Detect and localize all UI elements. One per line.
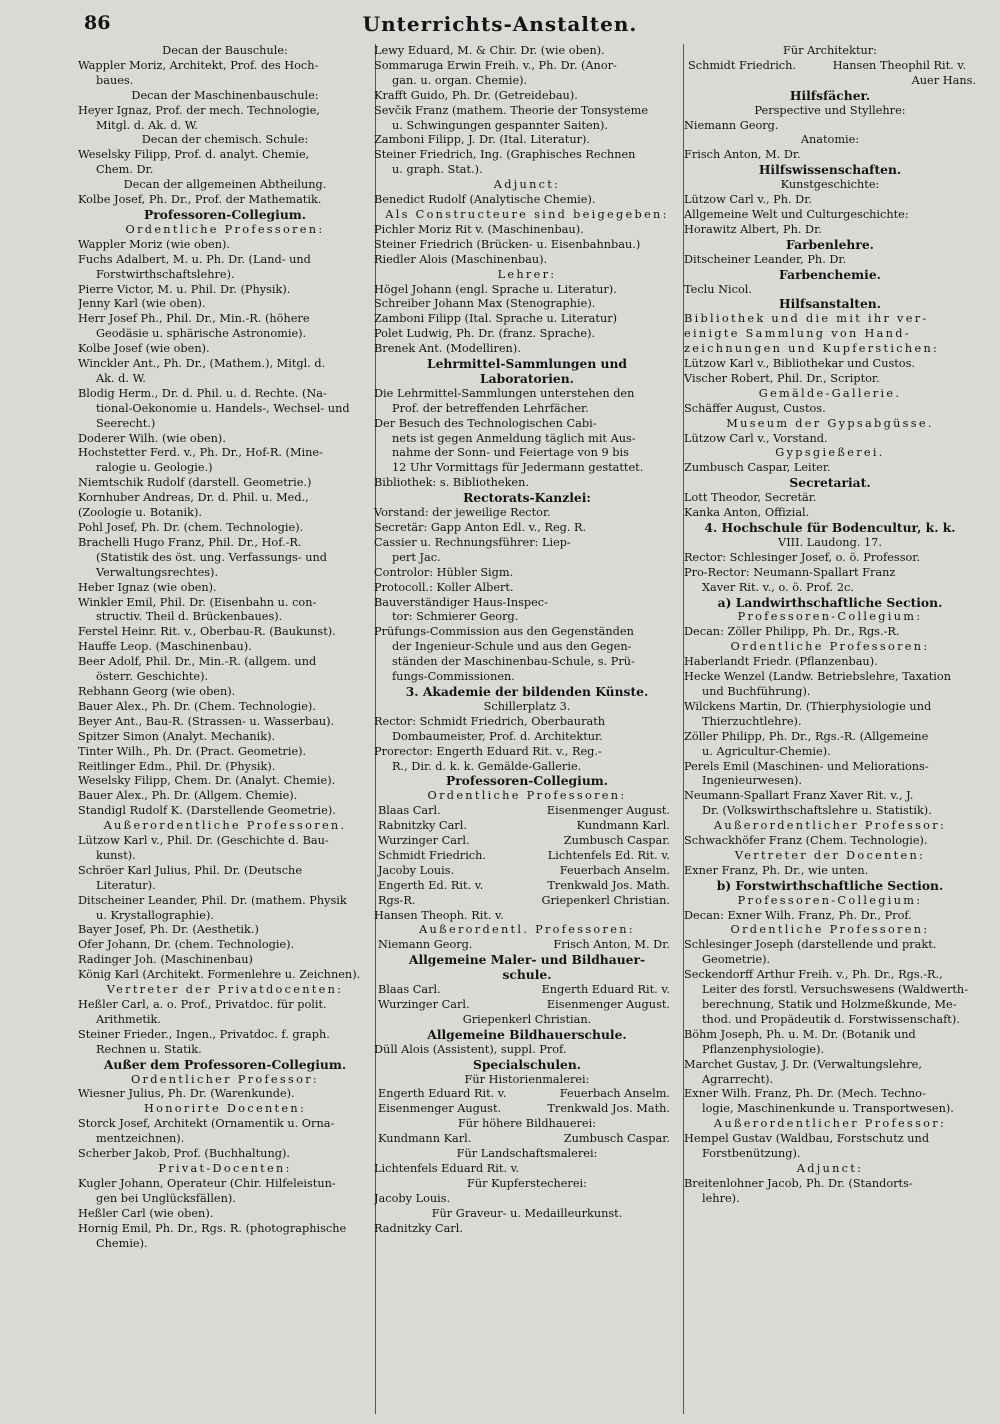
text-line-part: Blaas Carl. xyxy=(378,983,441,997)
subheading: Für Architektur: xyxy=(783,44,877,57)
text-line-part: Lichtenfels Ed. Rit. v. xyxy=(547,848,670,862)
text-line: ständen der Maschinenbau-Schule, s. Prü- xyxy=(392,655,635,669)
subheading: Für höhere Bildhauerei: xyxy=(457,1117,597,1131)
text-line: (Statistik des öst. ung. Verfassungs- und xyxy=(96,550,328,564)
text-line-pair xyxy=(374,864,680,879)
text-line-part: Rabnitzky Carl. xyxy=(378,819,467,833)
column-right xyxy=(684,44,976,1414)
section-heading: Professoren-Collegium. xyxy=(143,207,307,222)
text-line: Scherber Jakob, Prof. (Buchhaltung). xyxy=(78,1147,290,1161)
text-line: Vischer Robert, Phil. Dr., Scriptor. xyxy=(684,371,880,385)
text-line: fungs-Commissionen. xyxy=(392,670,515,684)
text-line: Hornig Emil, Ph. Dr., Rgs. R. (photographische xyxy=(78,1221,347,1235)
text-line: Steiner Frieder., Ingen., Privatdoc. f. graph. xyxy=(78,1027,330,1041)
text-line: Chemie). xyxy=(96,1236,148,1250)
text-line: Beer Adolf, Phil. Dr., Min.-R. (allgem. und xyxy=(78,655,317,669)
subheading: Anatomie: xyxy=(800,133,860,147)
text-line: Auer Hans. xyxy=(911,73,976,87)
subheading: Außerordentl. Professoren: xyxy=(419,923,635,937)
text-line-part: Frisch Anton, M. Dr. xyxy=(553,938,670,952)
text-line: Kolbe Josef (wie oben). xyxy=(78,342,210,356)
text-line: Fuchs Adalbert, M. u. Ph. Dr. (Land- und xyxy=(78,252,311,266)
text-line: Zamboni Filipp (Ital. Sprache u. Literatur) xyxy=(374,312,618,326)
text-line-part: Feuerbach Anselm. xyxy=(559,863,670,877)
text-line: Radnitzky Carl. xyxy=(374,1221,463,1235)
text-line: Krafft Guido, Ph. Dr. (Getreidebau). xyxy=(374,88,578,102)
text-line-part: Schmidt Friedrich. xyxy=(688,58,797,72)
text-line: nahme der Sonn- und Feiertage von 9 bis xyxy=(392,446,629,460)
text-line: thod. und Propädeutik d. Forstwissenschaft). xyxy=(702,1012,960,1026)
text-line: Seckendorff Arthur Freih. v., Ph. Dr., Rgs.-R., xyxy=(684,968,943,982)
text-line-part: Eisenmenger August. xyxy=(378,1102,502,1116)
section-heading: a) Landwirthschaftliche Section. xyxy=(717,595,943,610)
text-line: u. Krystallographie). xyxy=(96,908,214,922)
text-line: Bibliothek und die mit ihr ver- xyxy=(684,312,929,326)
text-line: Wappler Moriz, Architekt, Prof. des Hoch- xyxy=(78,58,319,72)
text-line-pair xyxy=(374,938,680,953)
text-line: Hansen Theoph. Rit. v. xyxy=(374,908,504,922)
text-line: und Buchführung). xyxy=(702,684,811,698)
section-heading: Außer dem Professoren-Collegium. xyxy=(103,1057,347,1072)
text-line: Ak. d. W. xyxy=(96,371,146,385)
text-line-pair xyxy=(374,819,680,834)
section-heading: 3. Akademie der bildenden Künste. xyxy=(405,684,649,699)
text-line: Schwackhöfer Franz (Chem. Technologie). xyxy=(684,834,928,848)
subheading: Ordentliche Professoren: xyxy=(125,222,325,236)
text-line: Ditscheiner Leander, Phil. Dr. (mathem. Physik xyxy=(78,893,347,907)
subheading: Außerordentlicher Professor: xyxy=(713,819,947,833)
subheading: Perspective und Styllehre: xyxy=(754,103,906,117)
text-line: Decan: Exner Wilh. Franz, Ph. Dr., Prof. xyxy=(684,908,912,922)
section-heading: Hilfsfächer. xyxy=(789,88,871,103)
text-line: gan. u. organ. Chemie). xyxy=(392,73,528,87)
text-line: logie, Maschinenkunde u. Transportwesen). xyxy=(702,1102,954,1116)
text-line: Pierre Victor, M. u. Phil. Dr. (Physik). xyxy=(78,282,291,296)
text-line-part: Niemann Georg. xyxy=(378,938,473,952)
text-line: Neumann-Spallart Franz Xaver Rit. v., J. xyxy=(684,789,914,803)
section-heading: Lehrmittel-Sammlungen und xyxy=(426,357,628,372)
subheading: Honorirte Docenten: xyxy=(143,1102,307,1116)
text-line-part: Feuerbach Anselm. xyxy=(559,1087,670,1101)
text-line: Controlor: Hübler Sigm. xyxy=(374,565,514,579)
text-line: Jenny Karl (wie oben). xyxy=(78,297,206,311)
text-line: Xaver Rit. v., o. ö. Prof. 2c. xyxy=(702,580,854,594)
subheading: Ordentliche Professoren: xyxy=(730,923,930,937)
text-line-part: Hansen Theophil Rit. v. xyxy=(832,58,966,72)
text-line: Dombaumeister, Prof. d. Architektur. xyxy=(392,729,603,743)
text-line-part: Zumbusch Caspar. xyxy=(563,834,670,848)
text-line-pair xyxy=(684,59,976,74)
text-line: Pflanzenphysiologie). xyxy=(702,1042,825,1056)
text-line: Sevčik Franz (mathem. Theorie der Tonsysteme xyxy=(374,103,649,117)
text-line: Hempel Gustav (Waldbau, Forstschutz und xyxy=(684,1132,930,1146)
text-line-pair xyxy=(374,894,680,909)
text-line: Storck Josef, Architekt (Ornamentik u. Orna- xyxy=(78,1117,335,1131)
text-line: Thierzuchtlehre). xyxy=(702,714,802,728)
text-line: Winckler Ant., Ph. Dr., (Mathem.), Mitgl. d. xyxy=(78,357,326,371)
text-line-part: Trenkwald Jos. Math. xyxy=(547,878,670,892)
section-heading: Hilfsanstalten. xyxy=(778,297,882,312)
text-line: u. graph. Stat.). xyxy=(392,163,483,177)
text-line-part: Rgs-R. xyxy=(378,893,416,907)
text-line: Cassier u. Rechnungsführer: Liep- xyxy=(374,535,571,549)
text-line: Zamboni Filipp, J. Dr. (Ital. Literatur). xyxy=(374,133,590,147)
subheading: Adjunct: xyxy=(493,178,561,192)
subheading: Außerordentlicher Professor: xyxy=(713,1117,947,1131)
text-line-pair xyxy=(374,983,680,998)
text-line: Kugler Johann, Operateur (Chir. Hilfeleistun- xyxy=(78,1176,336,1190)
subheading: Decan der Bauschule: xyxy=(162,44,288,57)
subheading: Decan der allgemeinen Abtheilung. xyxy=(123,178,327,192)
subheading: Als Constructeure sind beigegeben: xyxy=(385,207,669,221)
text-line-part: Schmidt Friedrich. xyxy=(378,848,487,862)
text-line: baues. xyxy=(96,73,134,87)
text-line: Schäffer August, Custos. xyxy=(684,401,826,415)
text-line-part: Trenkwald Jos. Math. xyxy=(547,1102,670,1116)
text-line: Spitzer Simon (Analyt. Mechanik). xyxy=(78,729,276,743)
text-line: Lott Theodor, Secretär. xyxy=(684,491,817,505)
text-line: Wappler Moriz (wie oben). xyxy=(78,237,231,251)
text-line: Forstwirthschaftslehre). xyxy=(96,267,235,281)
text-line: Polet Ludwig, Ph. Dr. (franz. Sprache). xyxy=(374,327,596,341)
text-line: pert Jac. xyxy=(392,550,441,564)
text-line: Bauverständiger Haus-Inspec- xyxy=(374,595,548,609)
text-line: gen bei Unglücksfällen). xyxy=(96,1191,236,1205)
column-left xyxy=(78,44,372,1414)
text-line: Haberlandt Friedr. (Pflanzenbau). xyxy=(684,655,878,669)
text-line: österr. Geschichte). xyxy=(96,670,209,684)
text-line: tor: Schmierer Georg. xyxy=(392,610,519,624)
text-line: Geometrie). xyxy=(702,953,771,967)
section-heading: Hilfswissenschaften. xyxy=(758,163,902,178)
column-middle xyxy=(374,44,680,1414)
subheading: Privat-Docenten: xyxy=(158,1161,292,1175)
text-line: structiv. Theil d. Brückenbaues). xyxy=(96,610,283,624)
text-line-pair xyxy=(374,1132,680,1147)
text-line: u. Agricultur-Chemie). xyxy=(702,744,831,758)
text-line-part: Blaas Carl. xyxy=(378,804,441,818)
section-heading: Farbenchemie. xyxy=(779,267,881,282)
text-line: Forstbenützung). xyxy=(702,1147,801,1161)
section-heading: Rectorats-Kanzlei: xyxy=(463,491,591,506)
text-line-pair xyxy=(374,879,680,894)
text-line-part: Engerth Eduard Rit. v. xyxy=(541,983,670,997)
text-line-part: Kundmann Karl. xyxy=(378,1132,472,1146)
text-line: u. Schwingungen gespannter Saiten). xyxy=(392,118,608,132)
text-line: Wilckens Martin, Dr. (Thierphysiologie und xyxy=(684,699,932,713)
text-line: Winkler Emil, Phil. Dr. (Eisenbahn u. con- xyxy=(78,595,317,609)
subheading: Für Kupferstecherei: xyxy=(467,1176,587,1190)
text-line: Heßler Carl, a. o. Prof., Privatdoc. für polit. xyxy=(78,998,327,1011)
text-line: Ditscheiner Leander, Ph. Dr. xyxy=(684,252,847,266)
text-line: (Zoologie u. Botanik). xyxy=(78,506,202,520)
section-heading: Secretariat. xyxy=(789,476,871,491)
subheading: Lehrer: xyxy=(497,267,557,281)
subheading: VIII. Laudong. 17. xyxy=(778,535,882,549)
text-line-pair xyxy=(374,849,680,864)
text-line: mentzeichnen). xyxy=(96,1132,185,1146)
text-line: Bauer Alex., Ph. Dr. (Chem. Technologie). xyxy=(78,699,316,713)
subheading: Griepenkerl Christian. xyxy=(462,1012,592,1026)
text-line: Teclu Nicol. xyxy=(684,282,752,296)
text-line: Verwaltungsrechtes). xyxy=(96,565,219,579)
subheading: Ordentliche Professoren: xyxy=(427,789,627,803)
section-heading: schule. xyxy=(502,968,552,983)
text-line: Mitgl. d. Ak. d. W. xyxy=(96,118,198,132)
text-line-pair xyxy=(374,834,680,849)
text-line: Chem. Dr. xyxy=(96,163,154,177)
text-line: Literatur). xyxy=(96,878,156,892)
subheading: Gypsgießerei. xyxy=(775,446,885,460)
text-line-part: Wurzinger Carl. xyxy=(378,834,470,848)
text-line: Weselsky Filipp, Chem. Dr. (Analyt. Chemie). xyxy=(78,774,336,788)
text-line: Niemann Georg. xyxy=(684,118,779,132)
text-line: Heber Ignaz (wie oben). xyxy=(78,580,217,594)
text-line: Niemtschik Rudolf (darstell. Geometrie.) xyxy=(78,476,312,490)
text-line: 12 Uhr Vormittags für Jedermann gestattet. xyxy=(392,461,644,475)
text-line: Standigl Rudolf K. (Darstellende Geometrie). xyxy=(78,804,336,818)
subheading: Decan der chemisch. Schule: xyxy=(141,133,309,147)
text-line: Geodäsie u. sphärische Astronomie). xyxy=(96,327,307,341)
subheading: Schillerplatz 3. xyxy=(483,699,571,713)
section-heading: b) Forstwirthschaftliche Section. xyxy=(716,878,944,893)
subheading: Professoren-Collegium: xyxy=(737,610,923,624)
text-line: lehre). xyxy=(702,1191,740,1205)
text-line: Frisch Anton, M. Dr. xyxy=(684,148,801,162)
section-heading: Farbenlehre. xyxy=(786,237,874,252)
subheading: Museum der Gypsabgüsse. xyxy=(726,416,934,430)
text-line-pair xyxy=(374,804,680,819)
subheading: Vertreter der Docenten: xyxy=(734,848,926,862)
text-line: Kolbe Josef, Ph. Dr., Prof. der Mathematik. xyxy=(78,193,322,207)
text-line: Lewy Eduard, M. & Chir. Dr. (wie oben). xyxy=(374,44,605,57)
text-line: Marchet Gustav, J. Dr. (Verwaltungslehre, xyxy=(684,1057,922,1071)
section-heading: Allgemeine Bildhauerschule. xyxy=(427,1027,627,1042)
text-line: Seerecht.) xyxy=(96,416,156,430)
text-line: Schreiber Johann Max (Stenographie). xyxy=(374,297,596,311)
text-line: Exner Franz, Ph. Dr., wie unten. xyxy=(684,863,869,877)
text-line: Pichler Moriz Rit v. (Maschinenbau). xyxy=(374,222,584,236)
text-line: Hauffe Leop. (Maschinenbau). xyxy=(78,640,252,654)
text-line: Heßler Carl (wie oben). xyxy=(78,1206,214,1220)
subheading: Ordentlicher Professor: xyxy=(130,1072,320,1086)
text-line: Protocoll.: Koller Albert. xyxy=(374,580,514,594)
text-line: Lützow Karl v., Phil. Dr. (Geschichte d. Bau- xyxy=(78,834,329,848)
text-line-part: Wurzinger Carl. xyxy=(378,998,470,1011)
text-line: Reitlinger Edm., Phil. Dr. (Physik). xyxy=(78,759,276,773)
subheading: Ordentliche Professoren: xyxy=(730,640,930,654)
text-line: Prüfungs-Commission aus den Gegenständen xyxy=(374,625,634,639)
text-line: Brachelli Hugo Franz, Phil. Dr., Hof.-R. xyxy=(78,535,302,549)
text-line: Arithmetik. xyxy=(96,1012,161,1026)
text-line: Kanka Anton, Offizial. xyxy=(684,506,810,520)
text-line: Perels Emil (Maschinen- und Meliorations- xyxy=(684,759,929,773)
text-line: Beyer Ant., Bau-R. (Strassen- u. Wasserbau). xyxy=(78,714,335,728)
text-line: R., Dir. d. k. k. Gemälde-Gallerie. xyxy=(392,759,582,773)
text-line: Rebhann Georg (wie oben). xyxy=(78,684,236,698)
text-line-part: Jacoby Louis. xyxy=(378,863,455,877)
text-line: Ferstel Heinr. Rit. v., Oberbau-R. (Baukunst). xyxy=(78,625,336,639)
text-line: Die Lehrmittel-Sammlungen unterstehen den xyxy=(374,386,635,400)
text-line: Decan: Zöller Philipp, Ph. Dr., Rgs.-R. xyxy=(684,625,900,639)
subheading: Außerordentliche Professoren. xyxy=(103,819,347,833)
text-line: Böhm Joseph, Ph. u. M. Dr. (Botanik und xyxy=(684,1027,916,1041)
text-line: Zumbusch Caspar, Leiter. xyxy=(684,461,831,475)
text-line: Högel Johann (engl. Sprache u. Literatur). xyxy=(374,282,617,296)
text-line: Jacoby Louis. xyxy=(374,1191,451,1205)
text-line: zeichnungen und Kupferstichen: xyxy=(684,342,940,356)
page-number: 86 xyxy=(84,12,111,34)
text-line: Brenek Ant. (Modelliren). xyxy=(374,342,521,356)
text-line-part: Engerth Ed. Rit. v. xyxy=(378,878,484,892)
text-line: Düll Alois (Assistent), suppl. Prof. xyxy=(374,1042,567,1056)
text-line: Lützow Carl v., Ph. Dr. xyxy=(684,193,812,207)
text-line: Tinter Wilh., Ph. Dr. (Pract. Geometrie). xyxy=(78,744,307,758)
section-heading: Laboratorien. xyxy=(480,371,574,386)
subheading: Für Graveur- u. Medailleurkunst. xyxy=(431,1206,623,1220)
subheading: Für Landschaftsmalerei: xyxy=(456,1147,598,1161)
text-line: Doderer Wilh. (wie oben). xyxy=(78,431,226,445)
text-line-part: Engerth Eduard Rit. v. xyxy=(378,1087,507,1101)
text-line: berechnung, Statik und Holzmeßkunde, Me- xyxy=(702,998,957,1011)
text-line: Rector: Schlesinger Josef, o. ö. Professor. xyxy=(684,550,921,564)
text-line-part: Kundmann Karl. xyxy=(576,819,670,833)
text-line: Bauer Alex., Ph. Dr. (Allgem. Chemie). xyxy=(78,789,298,803)
text-line: Bayer Josef, Ph. Dr. (Aesthetik.) xyxy=(78,923,259,937)
text-line: Weselsky Filipp, Prof. d. analyt. Chemie, xyxy=(78,148,310,162)
text-line: Lützow Karl v., Bibliothekar und Custos. xyxy=(684,357,915,371)
text-line: Herr Josef Ph., Phil. Dr., Min.-R. (höhere xyxy=(78,312,310,326)
text-line-part: Griepenkerl Christian. xyxy=(541,893,670,907)
section-heading: Allgemeine Maler- und Bildhauer- xyxy=(408,953,646,968)
text-line: Rector: Schmidt Friedrich, Oberbaurath xyxy=(374,714,606,728)
text-line-part: Zumbusch Caspar. xyxy=(563,1132,670,1146)
text-line: Pro-Rector: Neumann-Spallart Franz xyxy=(684,565,896,579)
text-line: Hochstetter Ferd. v., Ph. Dr., Hof-R. (Mine- xyxy=(78,446,323,460)
text-line-pair xyxy=(374,1087,680,1102)
section-heading: Professoren-Collegium. xyxy=(445,774,609,789)
text-line: Ofer Johann, Dr. (chem. Technologie). xyxy=(78,938,295,952)
text-line: Bibliothek: s. Bibliotheken. xyxy=(374,476,529,490)
text-line: Steiner Friedrich, Ing. (Graphisches Rechnen xyxy=(374,148,636,162)
text-line: Blodig Herm., Dr. d. Phil. u. d. Rechte. (Na- xyxy=(78,386,327,400)
subheading: Professoren-Collegium: xyxy=(737,893,923,907)
subheading: Kunstgeschichte: xyxy=(780,178,880,192)
text-line: Vorstand: der jeweilige Rector. xyxy=(374,506,551,520)
text-line: Benedict Rudolf (Analytische Chemie). xyxy=(374,193,596,207)
text-line: König Karl (Architekt. Formenlehre u. Zeichnen). xyxy=(78,968,361,982)
text-line: Dr. (Volkswirthschaftslehre u. Statistik). xyxy=(702,804,932,818)
text-line: kunst). xyxy=(96,848,136,862)
text-line: Schröer Karl Julius, Phil. Dr. (Deutsche xyxy=(78,863,303,877)
page-title: Unterrichts-Anstalten. xyxy=(362,12,638,36)
text-line: nets ist gegen Anmeldung täglich mit Aus- xyxy=(392,431,636,445)
text-line: Steiner Friedrich (Brücken- u. Eisenbahnbau.) xyxy=(374,237,641,251)
text-line-part: Eisenmenger August. xyxy=(546,804,670,818)
text-line: Prof. der betreffenden Lehrfächer. xyxy=(392,401,589,415)
text-line-pair xyxy=(374,1102,680,1117)
text-line-pair xyxy=(374,998,680,1013)
text-line: Schlesinger Joseph (darstellende und prakt. xyxy=(684,938,937,952)
text-line: Rechnen u. Statik. xyxy=(96,1042,202,1056)
text-line: Lützow Carl v., Vorstand. xyxy=(684,431,828,445)
text-line: tional-Oekonomie u. Handels-, Wechsel- und xyxy=(96,401,350,415)
text-line: ralogie u. Geologie.) xyxy=(96,461,213,475)
text-line: Allgemeine Welt und Culturgeschichte: xyxy=(684,207,909,221)
section-heading: Specialschulen. xyxy=(472,1057,582,1072)
text-line: Hecke Wenzel (Landw. Betriebslehre, Taxation xyxy=(684,670,951,684)
text-line: Leiter des forstl. Versuchswesens (Waldwerth- xyxy=(702,983,969,997)
text-line: Pohl Josef, Ph. Dr. (chem. Technologie). xyxy=(78,521,304,534)
text-line: Der Besuch des Technologischen Cabi- xyxy=(374,416,597,430)
text-line: Wiesner Julius, Ph. Dr. (Warenkunde). xyxy=(78,1087,295,1101)
text-line: einigte Sammlung von Hand- xyxy=(684,327,911,341)
text-line: Ingenieurwesen). xyxy=(702,774,803,788)
subheading: Für Historienmalerei: xyxy=(464,1072,590,1086)
text-line: Agrarrecht). xyxy=(702,1072,774,1086)
text-line: Exner Wilh. Franz, Ph. Dr. (Mech. Techno- xyxy=(684,1087,926,1101)
text-line: Lichtenfels Eduard Rit. v. xyxy=(374,1161,520,1175)
page-header xyxy=(0,6,1000,40)
subheading: Adjunct: xyxy=(796,1161,864,1175)
text-line: Heyer Ignaz, Prof. der mech. Technologie, xyxy=(78,103,320,117)
text-line: Prorector: Engerth Eduard Rit. v., Reg.- xyxy=(374,744,602,758)
text-line: Radinger Joh. (Maschinenbau) xyxy=(78,953,253,967)
text-line: Horawitz Albert, Ph. Dr. xyxy=(684,222,822,236)
section-heading: 4. Hochschule für Bodencultur, k. k. xyxy=(704,521,956,535)
text-line-part: Eisenmenger August. xyxy=(546,998,670,1011)
subheading: Gemälde-Gallerie. xyxy=(758,386,902,400)
text-line: Secretär: Gapp Anton Edl. v., Reg. R. xyxy=(374,521,587,534)
text-line: Riedler Alois (Maschinenbau). xyxy=(374,252,548,266)
text-line: Kornhuber Andreas, Dr. d. Phil. u. Med., xyxy=(78,491,309,505)
text-line: Sommaruga Erwin Freih. v., Ph. Dr. (Anor- xyxy=(374,58,617,72)
text-line: der Ingenieur-Schule und aus den Gegen- xyxy=(392,640,632,654)
subheading: Vertreter der Privatdocenten: xyxy=(106,983,344,997)
text-line: Breitenlohner Jacob, Ph. Dr. (Standorts- xyxy=(684,1176,913,1190)
subheading: Decan der Maschinenbauschule: xyxy=(131,88,319,102)
text-line: Zöller Philipp, Ph. Dr., Rgs.-R. (Allgemeine xyxy=(684,729,929,743)
